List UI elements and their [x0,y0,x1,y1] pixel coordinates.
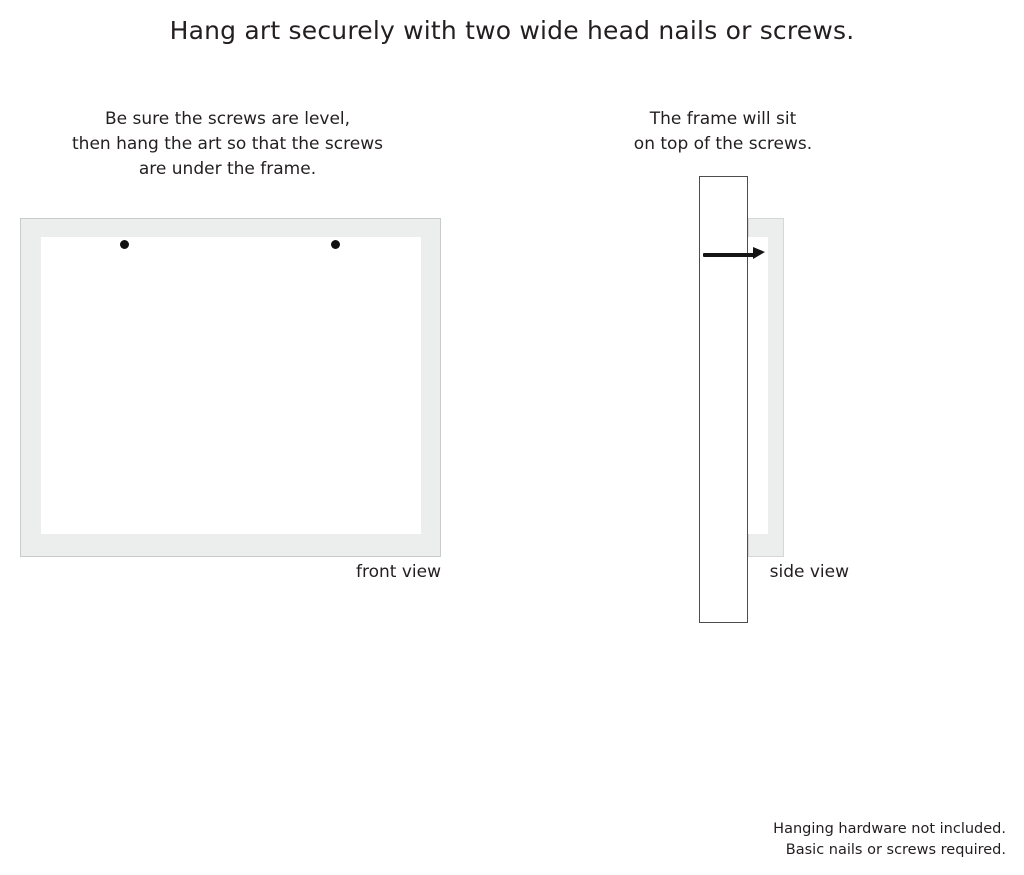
front-view-caption-line-2: then hang the art so that the screws [72,134,383,154]
side-view-artwork [748,237,768,534]
front-view-caption-line-1: Be sure the screws are level, [104,109,351,129]
side-view-caption [573,107,873,157]
side-view-caption-line-1: The frame will sit [649,109,797,129]
page-title: Hang art securely with two wide head nails or screws. [169,16,855,45]
front-view-artwork [41,237,421,534]
side-view-caption-line-2: on top of the screws. [633,134,813,154]
front-view-caption-line-3: are under the frame. [138,159,317,179]
side-view-wall [699,176,748,623]
nail-head-icon [753,247,765,259]
screw-right-icon [331,240,340,249]
nail-shaft-icon [703,253,757,257]
front-view-caption [40,107,415,182]
screw-left-icon [120,240,129,249]
footnote [773,819,1006,861]
front-view-label: front view [356,562,441,582]
footnote-line-2: Basic nails or screws required. [785,842,1006,858]
side-view-label: side view [769,562,849,582]
footnote-line-1: Hanging hardware not included. [773,821,1006,837]
